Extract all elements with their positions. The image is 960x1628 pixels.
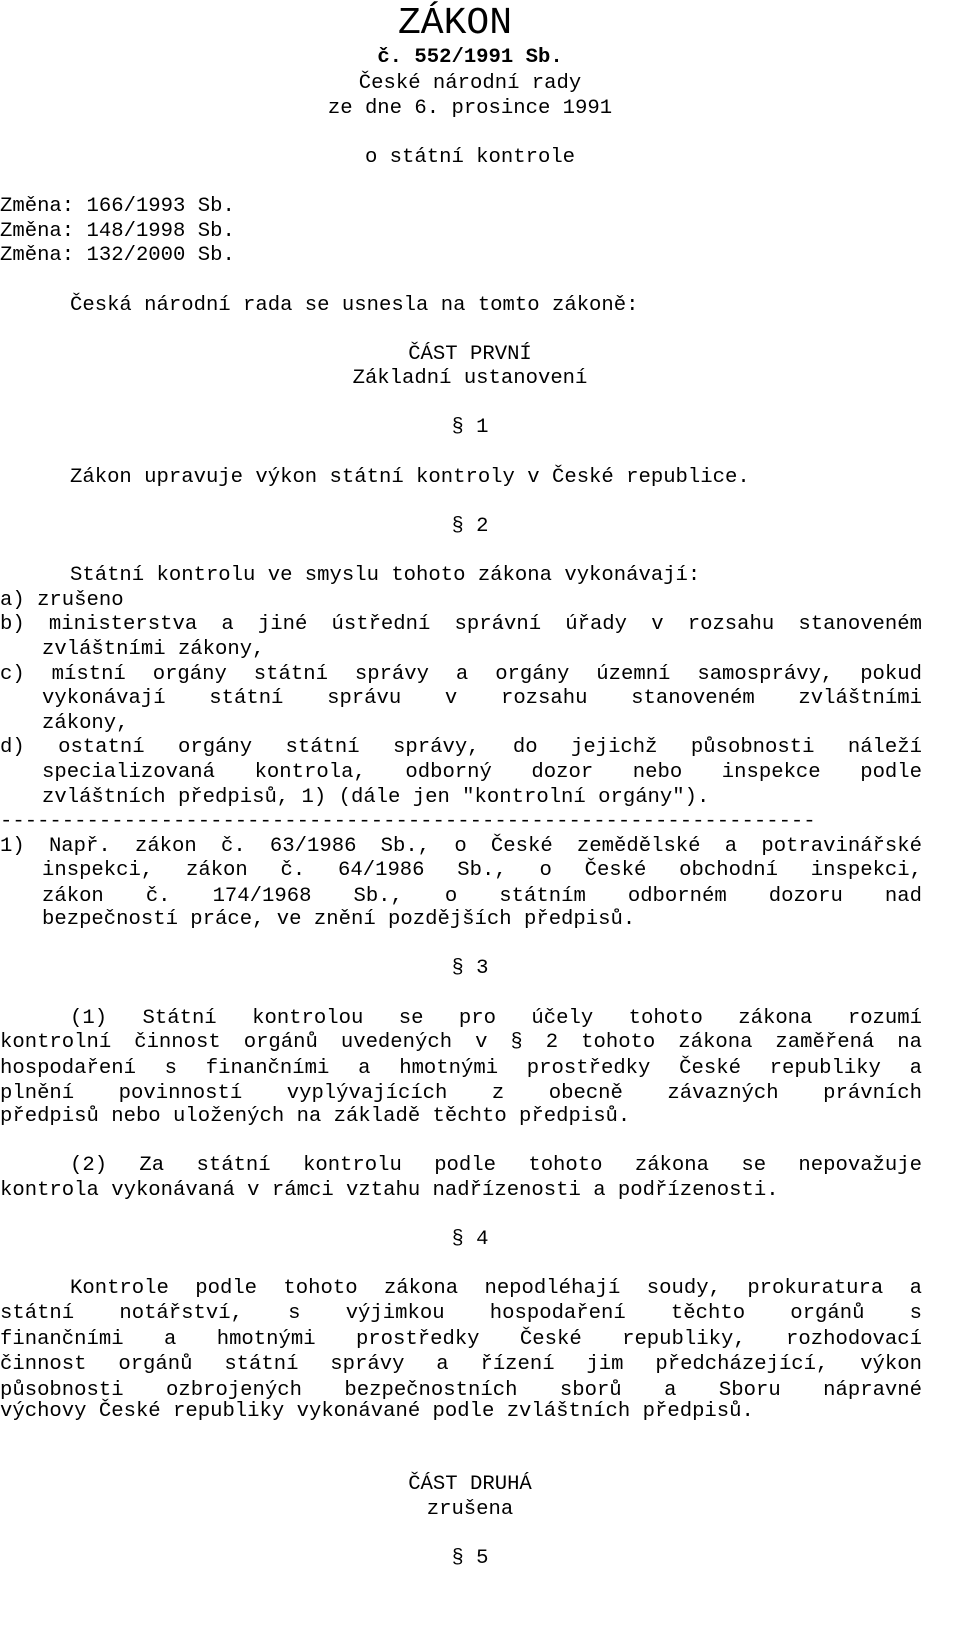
paragraph-line: Kontrole podle tohoto zákona nepodléhají soudy, prokuratura a bbox=[70, 1277, 922, 1300]
section-intro: Státní kontrolu ve smyslu tohoto zákona vykonávají: bbox=[70, 564, 701, 587]
paragraph-line: finančními a hmotnými prostředky České republiky, rozhodovací bbox=[0, 1327, 922, 1351]
law-date: ze dne 6. prosince 1991 bbox=[327, 97, 613, 120]
list-item-line: zvláštními zákony, bbox=[42, 638, 265, 661]
preamble: Česká národní rada se usnesla na tomto zákoně: bbox=[70, 294, 639, 317]
paragraph bbox=[70, 1153, 922, 1179]
list-item-continuation bbox=[42, 760, 922, 786]
paragraph bbox=[70, 1006, 922, 1032]
list-item-line: vykonávají státní správu v rozsahu stanoveném zvláštními bbox=[42, 687, 922, 710]
part-heading: ČÁST PRVNÍ bbox=[408, 343, 532, 366]
list-item bbox=[0, 612, 922, 638]
paragraph-continuation bbox=[0, 1301, 922, 1403]
law-number: č. 552/1991 Sb. bbox=[377, 46, 563, 69]
amendment-line: Změna: 132/2000 Sb. bbox=[0, 244, 235, 267]
section-text: Zákon upravuje výkon státní kontroly v České republice. bbox=[70, 466, 750, 489]
paragraph-line: působnosti ozbrojených bezpečnostních sborů a Sboru nápravné bbox=[0, 1378, 922, 1402]
document-title: ZÁKON bbox=[397, 2, 513, 45]
paragraph-continuation bbox=[0, 1030, 922, 1107]
paragraph bbox=[70, 1276, 922, 1302]
list-item-line: c) místní orgány státní správy a orgány územní samosprávy, pokud bbox=[0, 663, 922, 686]
law-subject: o státní kontrole bbox=[364, 146, 576, 169]
list-item-line: b) ministerstva a jiné ústřední správní úřady v rozsahu stanoveném bbox=[0, 613, 922, 636]
list-item bbox=[0, 735, 922, 761]
list-item: a) zrušeno bbox=[0, 589, 124, 612]
section-heading: § 5 bbox=[451, 1547, 489, 1570]
paragraph-line: výchovy České republiky vykonávané podle zvláštních předpisů. bbox=[0, 1400, 754, 1423]
list-item-line: zákony, bbox=[42, 712, 129, 735]
footnote bbox=[0, 834, 922, 860]
section-heading: § 2 bbox=[451, 515, 489, 538]
part-subheading: zrušena bbox=[426, 1498, 514, 1521]
issuing-body: České národní rady bbox=[358, 72, 582, 95]
footnote-line: 1) Např. zákon č. 63/1986 Sb., o České zemědělské a potravinářské bbox=[0, 835, 922, 858]
list-item-line: specializovaná kontrola, odborný dozor nebo inspekce podle bbox=[42, 761, 922, 784]
paragraph-line: předpisů nebo uložených na základě těchto předpisů. bbox=[0, 1105, 631, 1128]
paragraph-line: (2) Za státní kontrolu podle tohoto zákona se nepovažuje bbox=[70, 1154, 922, 1177]
amendment-line: Změna: 148/1998 Sb. bbox=[0, 220, 235, 243]
paragraph-line: hospodaření s finančními a hmotnými prostředky České republiky a bbox=[0, 1056, 922, 1080]
footnote-line: bezpečností práce, ve znění pozdějších předpisů. bbox=[42, 908, 636, 931]
part-subheading: Základní ustanovení bbox=[352, 367, 588, 390]
part-heading: ČÁST DRUHÁ bbox=[408, 1473, 532, 1496]
section-heading: § 4 bbox=[451, 1228, 489, 1251]
footnote-separator: ------------------------------------------------------------------ bbox=[0, 810, 816, 833]
list-item-line: zvláštních předpisů, 1) (dále jen "kontrolní orgány"). bbox=[42, 786, 710, 809]
section-heading: § 1 bbox=[451, 416, 489, 439]
paragraph-line: státní notářství, s výjimkou hospodaření těchto orgánů s bbox=[0, 1302, 922, 1325]
section-heading: § 3 bbox=[451, 957, 489, 980]
paragraph-line: činnost orgánů státní správy a řízení jim předcházející, výkon bbox=[0, 1353, 922, 1376]
amendment-line: Změna: 166/1993 Sb. bbox=[0, 195, 235, 218]
paragraph-line: kontrolní činnost orgánů uvedených v § 2 tohoto zákona zaměřená na bbox=[0, 1031, 922, 1054]
footnote-continuation bbox=[42, 858, 922, 909]
list-item-line: d) ostatní orgány státní správy, do jejichž působnosti náleží bbox=[0, 736, 922, 759]
paragraph-line: plnění povinností vyplývajících z obecně závazných právních bbox=[0, 1082, 922, 1105]
footnote-line: zákon č. 174/1968 Sb., o státním odborném dozoru nad bbox=[42, 884, 922, 908]
paragraph-line: kontrola vykonávaná v rámci vztahu nadřízenosti a podřízenosti. bbox=[0, 1179, 779, 1202]
footnote-line: inspekci, zákon č. 64/1986 Sb., o České obchodní inspekci, bbox=[42, 859, 922, 882]
paragraph-line: (1) Státní kontrolou se pro účely tohoto zákona rozumí bbox=[70, 1007, 922, 1030]
list-item bbox=[0, 662, 922, 688]
list-item-continuation bbox=[42, 686, 922, 712]
